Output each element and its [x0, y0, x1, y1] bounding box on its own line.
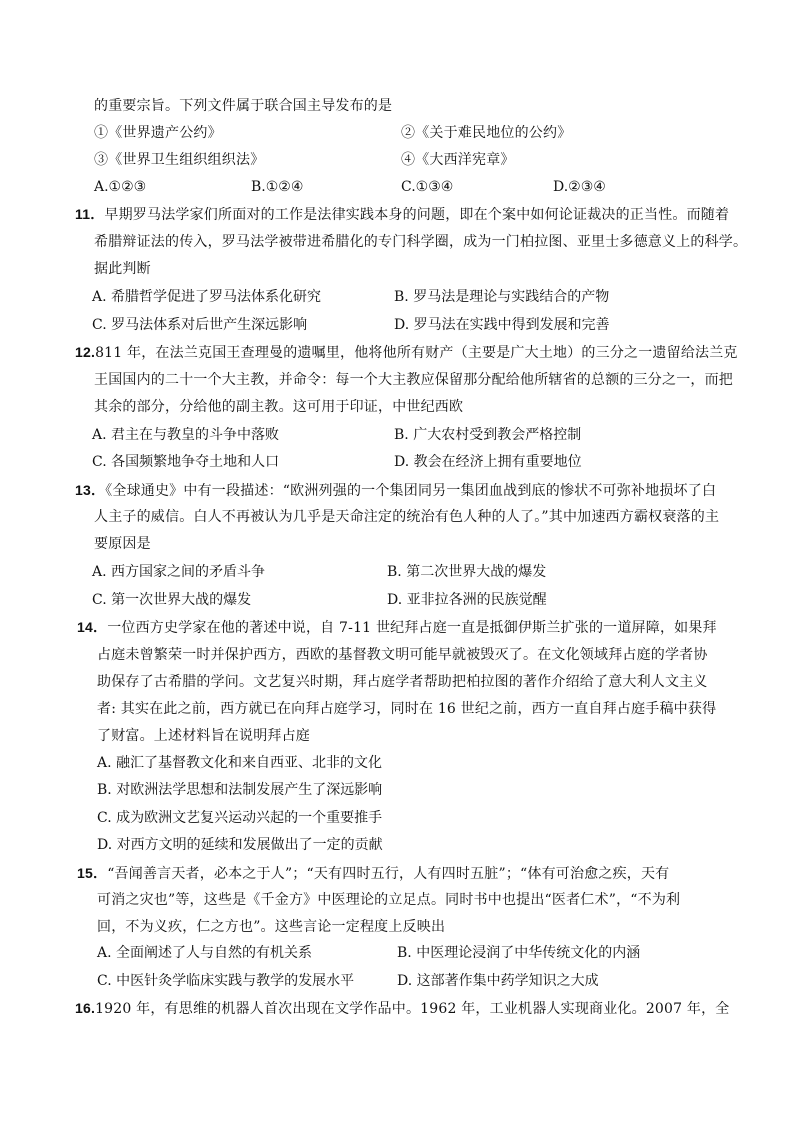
- q15-line-3: 回，不为义疚，仁之方也”。这些言论一定程度上反映出: [97, 919, 446, 935]
- q11-option-d: D. 罗马法在实践中得到发展和完善: [394, 317, 610, 333]
- q15-question: [77, 864, 669, 883]
- q10-item-1: ①《世界遗产公约》: [94, 125, 222, 141]
- question-number: 13．: [75, 482, 106, 498]
- question-number: 16.: [75, 1000, 96, 1016]
- q15-option-d: D. 这部著作集中药学知识之大成: [397, 973, 599, 989]
- question-number: 15．: [77, 865, 108, 881]
- q14-option-d: D. 对西方文明的延续和发展做出了一定的贡献: [97, 837, 383, 853]
- q12-line-2: 王国国内的二十一个大主教，并命令：每一个大主教应保留那分配给他所辖省的总额的三分之一，而把: [94, 372, 733, 388]
- q16-line-1: 1920 年，有思维的机器人首次出现在文学作品中。1962 年，工业机器人实现商业化。2007 年，全: [95, 1001, 730, 1017]
- q16-question: [75, 999, 730, 1018]
- q11-question: [75, 205, 729, 224]
- q14-line-4: 者: 其实在此之前，西方就已在向拜占庭学习，同时在 16 世纪之前，西方一直自拜占庭手稿中获得: [97, 701, 717, 717]
- q15-option-c: C. 中医针灸学临床实践与教学的发展水平: [97, 973, 355, 989]
- q10-option-d: D.②③④: [553, 179, 606, 195]
- q14-line-5: 了财富。上述材料旨在说明拜占庭: [97, 728, 310, 744]
- q12-question: [75, 343, 738, 362]
- q14-option-a: A. 融汇了基督教文化和来自西亚、北非的文化: [97, 755, 383, 771]
- question-number: 14．: [77, 619, 108, 635]
- q15-line-1: “吾闻善言天者，必本之于人”；“天有四时五行，人有四时五脏”；“体有可治愈之疾，天有: [107, 866, 670, 882]
- q15-option-b: B. 中医理论浸润了中华传统文化的内涵: [397, 945, 641, 961]
- q10-stem: 的重要宗旨。下列文件属于联合国主导发布的是: [94, 98, 393, 114]
- q13-line-3: 要原因是: [94, 536, 151, 552]
- q10-option-b: B.①②④: [251, 179, 304, 195]
- q11-line-1: 早期罗马法学家们所面对的工作是法律实践本身的问题，即在个案中如何论证裁决的正当性。而随着: [104, 207, 730, 223]
- q11-option-b: B. 罗马法是理论与实践结合的产物: [394, 289, 610, 305]
- q11-option-c: C. 罗马法体系对后世产生深远影响: [92, 317, 308, 333]
- q11-line-2: 希腊辩证法的传入，罗马法学被带进希腊化的专门科学圈，成为一门柏拉图、亚里士多德意义上的科学。: [94, 234, 748, 250]
- q10-item-3: ③《世界卫生组织组织法》: [94, 152, 265, 168]
- question-number: 12.: [75, 344, 96, 360]
- q13-option-c: C. 第一次世界大战的爆发: [92, 592, 252, 608]
- q15-option-a: A. 全面阐述了人与自然的有机关系: [97, 945, 313, 961]
- question-number: 11．: [75, 206, 105, 222]
- q10-item-4: ④《大西洋宪章》: [401, 152, 515, 168]
- q14-option-c: C. 成为欧洲文艺复兴运动兴起的一个重要推手: [97, 810, 383, 826]
- q11-line-3: 据此判断: [94, 261, 151, 277]
- q14-line-2: 占庭未曾繁荣一时并保护西方，西欧的基督教文明可能早就被毁灭了。在文化领域拜占庭的学者协: [97, 647, 708, 663]
- q12-option-b: B. 广大农村受到教会严格控制: [394, 427, 582, 443]
- q14-question: [77, 618, 717, 637]
- q13-option-a: A. 西方国家之间的矛盾斗争: [92, 564, 266, 580]
- q14-line-1: 一位西方史学家在他的著述中说，自 7-11 世纪拜占庭一直是抵御伊斯兰扩张的一道屏障，如果拜: [107, 620, 717, 636]
- q14-option-b: B. 对欧洲法学思想和法制发展产生了深远影响: [97, 782, 383, 798]
- q10-item-2: ②《关于难民地位的公约》: [401, 125, 572, 141]
- q13-line-2: 人主子的威信。白人不再被认为几乎是天命注定的统治有色人种的人了。”其中加速西方霸权衰落的主: [94, 509, 720, 525]
- q13-question: [75, 481, 716, 500]
- q13-line-1: 《全球通史》中有一段描述：“欧洲列强的一个集团同另一集团血战到底的惨状不可弥补地损坏了白: [105, 483, 717, 499]
- q12-option-a: A. 君主在与教皇的斗争中落败: [92, 427, 280, 443]
- q11-option-a: A. 希腊哲学促进了罗马法体系化研究: [92, 289, 322, 305]
- q12-line-3: 其余的部分，分给他的副主教。这可用于印证，中世纪西欧: [94, 399, 464, 415]
- q12-option-c: C. 各国频繁地争夺土地和人口: [92, 454, 280, 470]
- q10-option-c: C.①③④: [401, 179, 454, 195]
- q10-option-a: A.①②③: [94, 179, 147, 195]
- q13-option-b: B. 第二次世界大战的爆发: [387, 564, 547, 580]
- q15-line-2: 可消之灾也”等，这些是《千金方》中医理论的立足点。同时书中也提出“医者仁术”，“不为利: [97, 892, 681, 908]
- q14-line-3: 助保存了古希腊的学问。文艺复兴时期，拜占庭学者帮助把柏拉图的著作介绍给了意大利人文主义: [97, 674, 708, 690]
- q12-option-d: D. 教会在经济上拥有重要地位: [394, 454, 582, 470]
- q13-option-d: D. 亚非拉各洲的民族觉醒: [387, 592, 547, 608]
- q12-line-1: 811 年，在法兰克国王查理曼的遗嘱里，他将他所有财产（主要是广大土地）的三分之一遗留给法兰克: [95, 345, 738, 361]
